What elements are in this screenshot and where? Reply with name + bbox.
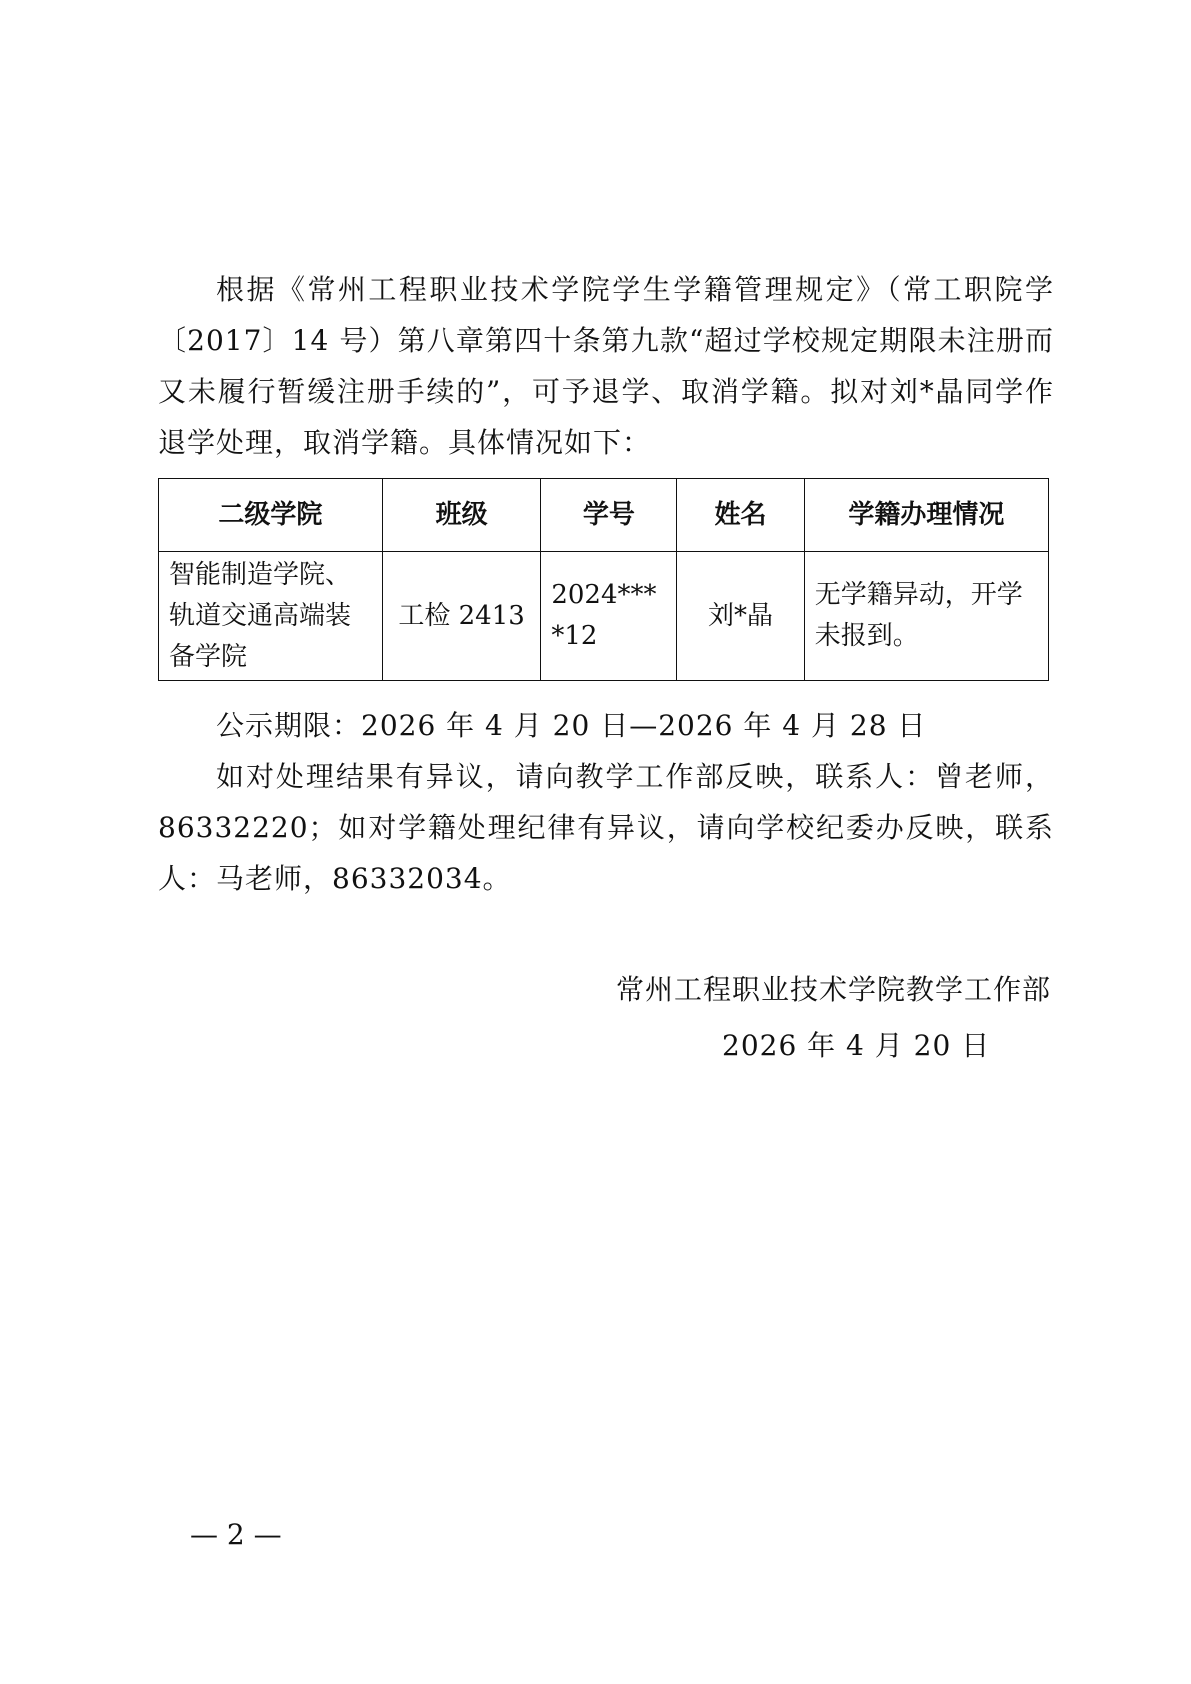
signature-organization: 常州工程职业技术学院教学工作部	[616, 973, 1052, 1006]
header-name: 姓名	[677, 479, 804, 552]
cell-class: 工检 2413	[382, 552, 541, 681]
intro-paragraph: 根据《常州工程职业技术学院学生学籍管理规定》（常工职院学〔2017〕14 号）第八章第四十条第九款“超过学校规定期限未注册而又未履行暂缓注册手续的”，可予退学、取消学籍。拟对刘*晶同学作退学处理，取消学籍。具体情况如下：	[158, 273, 1054, 459]
cell-status: 无学籍异动，开学未报到。	[804, 552, 1048, 681]
cell-name: 刘*晶	[677, 552, 804, 681]
page-number: — 2 —	[190, 1518, 282, 1551]
header-class: 班级	[382, 479, 541, 552]
student-info-table	[158, 478, 1049, 681]
table-header-row	[159, 479, 1049, 552]
header-status: 学籍办理情况	[804, 479, 1048, 552]
signature-date: 2026 年 4 月 20 日	[722, 1029, 991, 1062]
publicity-period: 公示期限：2026 年 4 月 20 日—2026 年 4 月 28 日	[216, 709, 927, 742]
header-student-id: 学号	[541, 479, 677, 552]
cell-college: 智能制造学院、轨道交通高端装备学院	[159, 552, 383, 681]
objection-paragraph: 如对处理结果有异议，请向教学工作部反映，联系人：曾老师，86332220；如对学籍处理纪律有异议，请向学校纪委办反映，联系人：马老师，86332034。	[158, 760, 1054, 895]
cell-student-id: 2024****12	[541, 552, 677, 681]
table-row	[159, 552, 1049, 681]
header-college: 二级学院	[159, 479, 383, 552]
